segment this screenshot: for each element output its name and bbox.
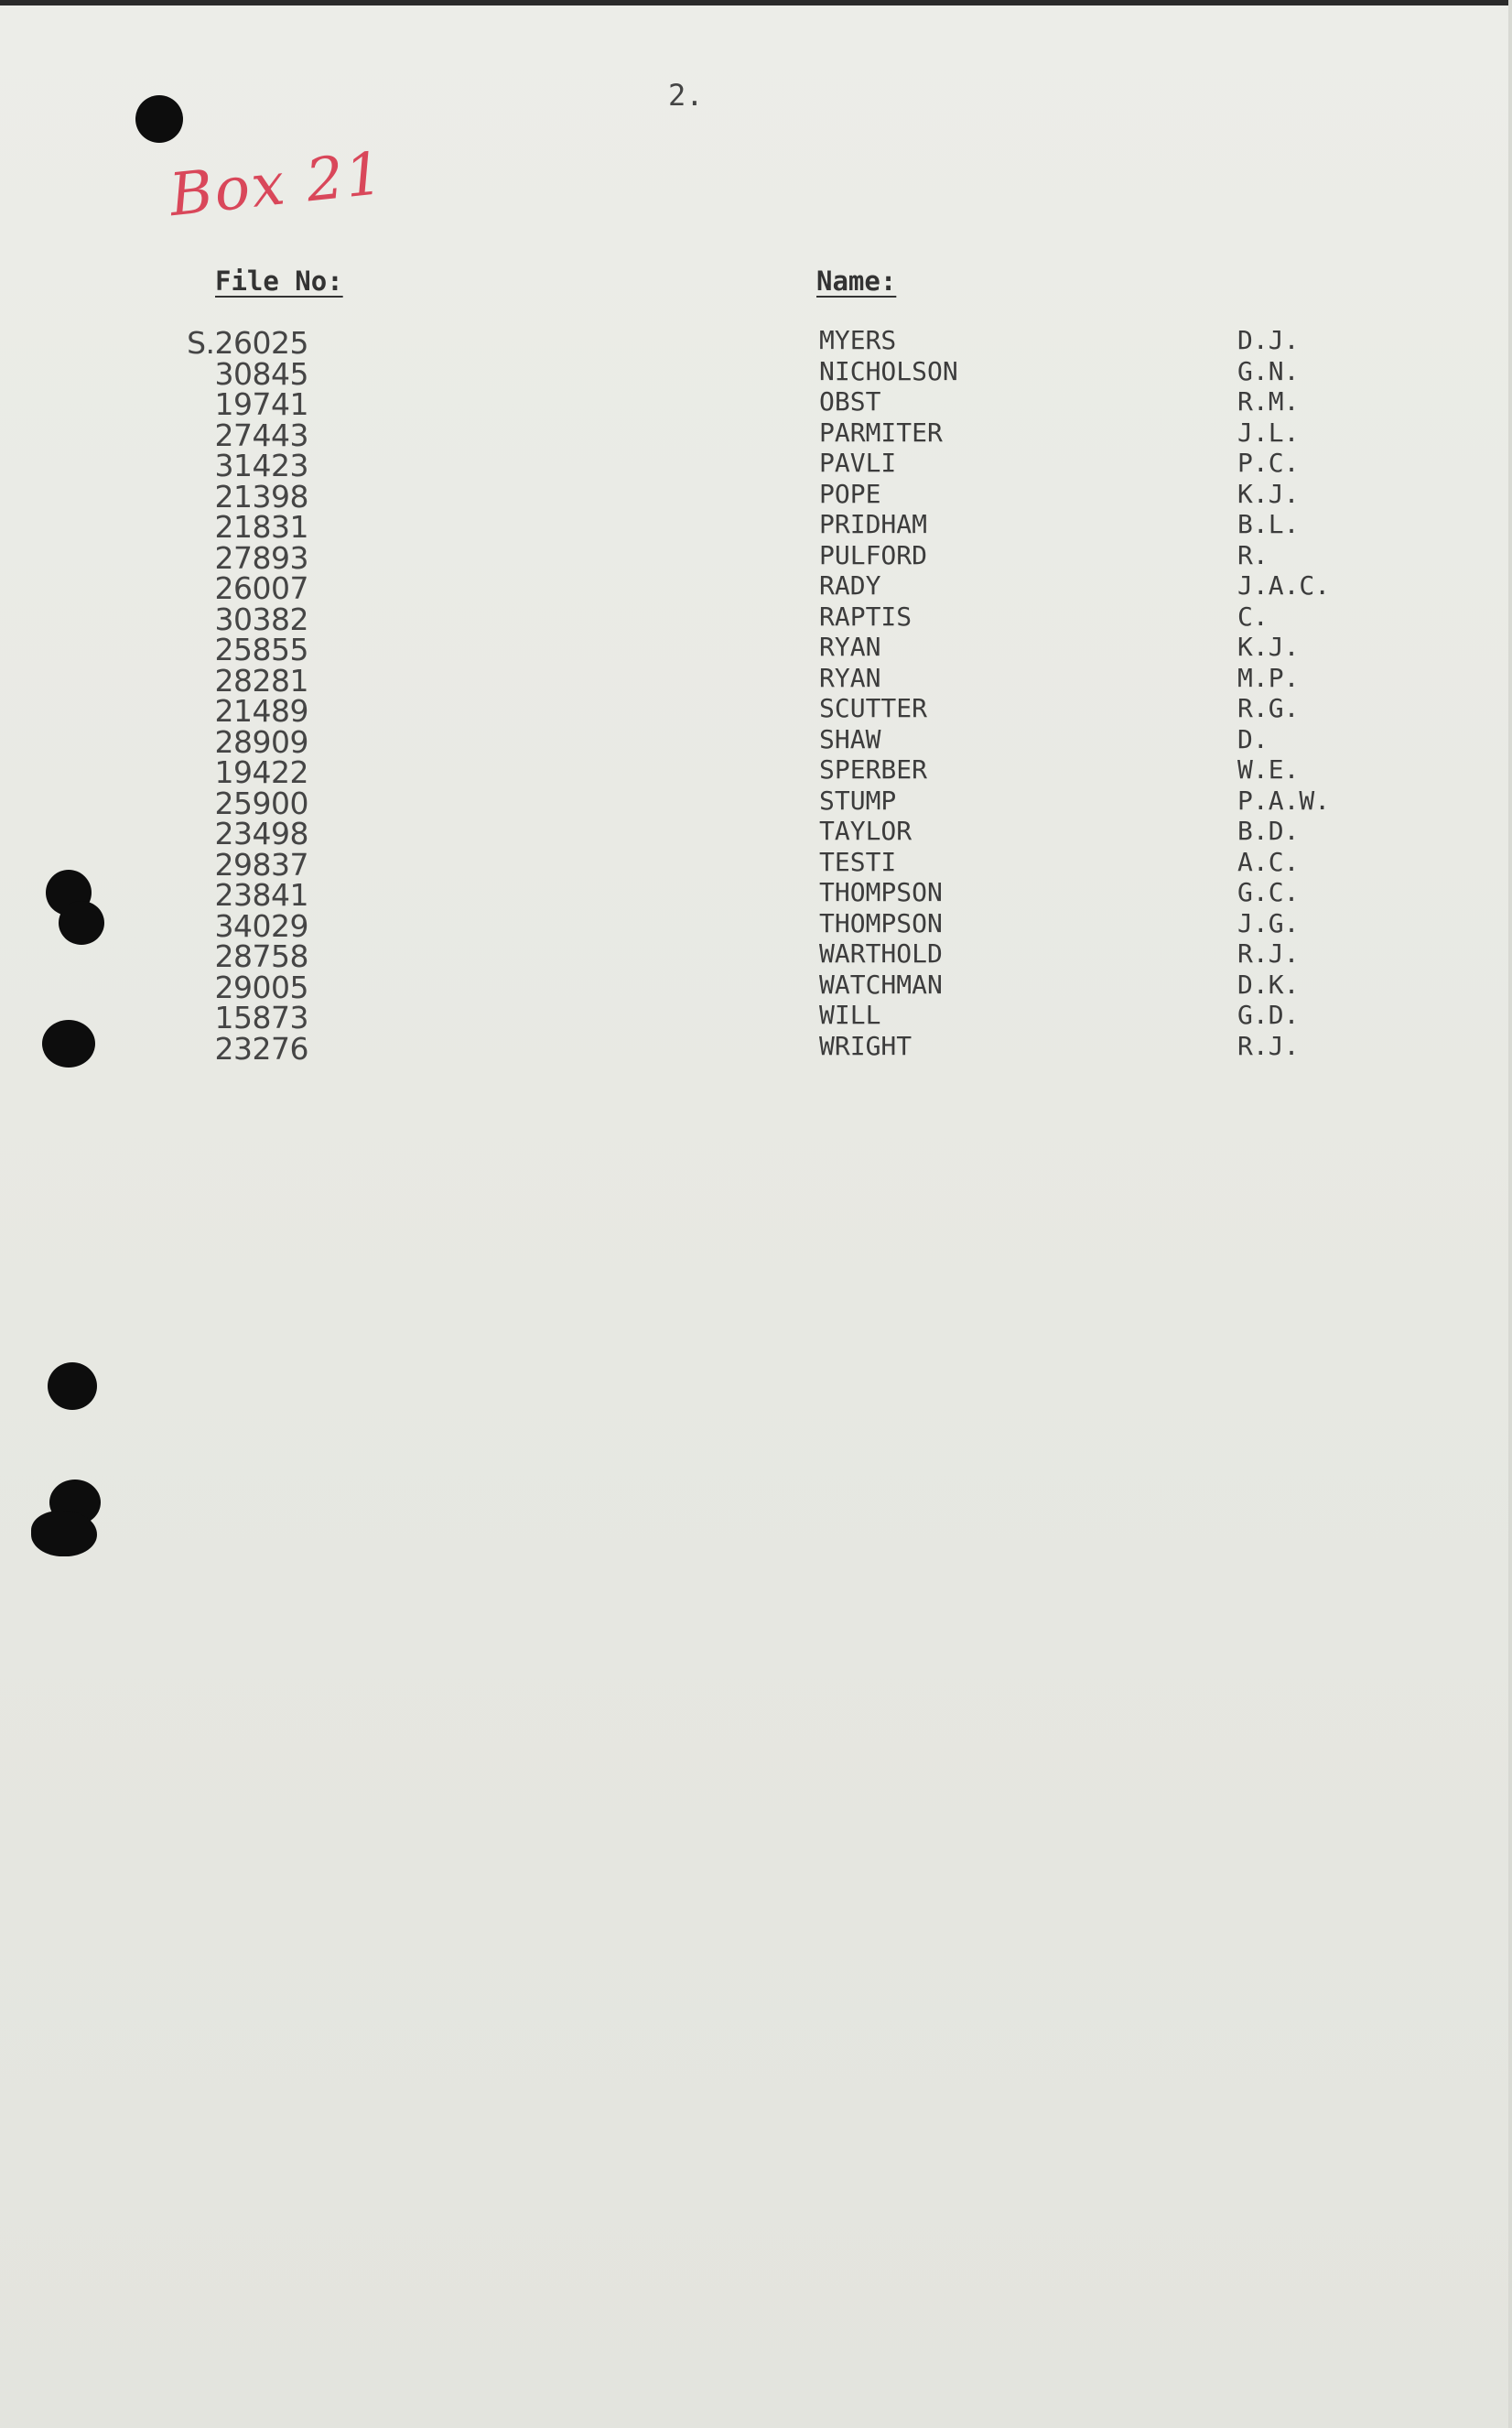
initials: M.P. <box>1237 662 1300 693</box>
initials: C. <box>1237 601 1269 632</box>
file-number: 21489 <box>214 693 308 729</box>
surname: TESTI <box>819 846 897 877</box>
table-row <box>0 938 1512 974</box>
file-number: S.26025 <box>187 325 308 361</box>
initials: B.D. <box>1237 816 1300 846</box>
table-row <box>0 417 1512 453</box>
file-number: 23276 <box>214 1030 308 1067</box>
table-row <box>0 478 1512 515</box>
table-row <box>0 816 1512 851</box>
initials: A.C. <box>1237 846 1300 877</box>
file-number: 27893 <box>214 539 308 576</box>
surname: STUMP <box>819 785 897 816</box>
table-row <box>0 877 1512 913</box>
table-row <box>0 386 1512 422</box>
initials: J.G. <box>1237 907 1300 938</box>
page-number: 2. <box>668 78 704 113</box>
surname: PULFORD <box>819 539 928 570</box>
punch-hole-upper-b <box>59 901 104 945</box>
surname: PAVLI <box>819 448 897 478</box>
initials: P.A.W. <box>1237 785 1331 816</box>
surname: WARTHOLD <box>819 938 943 969</box>
surname: NICHOLSON <box>819 355 958 386</box>
surname: RADY <box>819 570 881 601</box>
initials: R.J. <box>1237 938 1300 969</box>
file-number: 23498 <box>214 816 308 851</box>
initials: J.L. <box>1237 417 1300 448</box>
initials: D.K. <box>1237 969 1300 1000</box>
surname: MYERS <box>819 325 897 355</box>
file-number: 19741 <box>214 386 308 422</box>
table-row <box>0 907 1512 944</box>
table-row <box>0 785 1512 821</box>
table-row <box>0 723 1512 760</box>
page-top-edge <box>0 0 1512 5</box>
table-row <box>0 601 1512 637</box>
table-row <box>0 325 1512 361</box>
surname: WILL <box>819 1000 881 1030</box>
records-table <box>0 325 1512 1067</box>
surname: OBST <box>819 386 881 417</box>
file-number: 28909 <box>214 723 308 760</box>
table-row <box>0 448 1512 483</box>
file-number: 21398 <box>214 478 308 515</box>
table-row <box>0 509 1512 545</box>
table-row <box>0 1000 1512 1035</box>
initials: G.D. <box>1237 1000 1300 1030</box>
surname: POPE <box>819 478 881 509</box>
surname: PRIDHAM <box>819 509 928 539</box>
surname: SPERBER <box>819 754 928 785</box>
initials: P.C. <box>1237 448 1300 478</box>
surname: TAYLOR <box>819 816 913 846</box>
surname: WATCHMAN <box>819 969 943 1000</box>
box-annotation: Box 21 <box>166 139 388 231</box>
file-number: 29005 <box>214 969 308 1005</box>
table-row <box>0 846 1512 883</box>
surname: SCUTTER <box>819 693 928 723</box>
punch-hole-lower <box>48 1362 97 1410</box>
initials: W.E. <box>1237 754 1300 785</box>
file-number: 15873 <box>214 1000 308 1035</box>
initials: J.A.C. <box>1237 570 1331 601</box>
table-row <box>0 539 1512 576</box>
file-number: 34029 <box>214 907 308 944</box>
initials: K.J. <box>1237 632 1300 662</box>
surname: RYAN <box>819 662 881 693</box>
file-no-header: File No: <box>215 266 343 297</box>
surname: THOMPSON <box>819 877 943 907</box>
initials: D.J. <box>1237 325 1300 355</box>
file-number: 25855 <box>214 632 308 667</box>
surname: PARMITER <box>819 417 943 448</box>
table-row <box>0 662 1512 699</box>
file-number: 30845 <box>214 355 308 392</box>
table-row <box>0 355 1512 392</box>
file-number: 26007 <box>214 570 308 606</box>
table-row <box>0 969 1512 1005</box>
file-number: 21831 <box>214 509 308 545</box>
initials: G.C. <box>1237 877 1300 907</box>
file-number: 31423 <box>214 448 308 483</box>
file-number: 23841 <box>214 877 308 913</box>
file-number: 28281 <box>214 662 308 699</box>
name-header: Name: <box>816 266 897 297</box>
punch-hole-top <box>135 95 183 143</box>
initials: R.J. <box>1237 1030 1300 1061</box>
file-number: 19422 <box>214 754 308 790</box>
table-row <box>0 570 1512 606</box>
initials: R.M. <box>1237 386 1300 417</box>
file-number: 25900 <box>214 785 308 821</box>
table-row <box>0 693 1512 729</box>
file-number: 30382 <box>214 601 308 637</box>
initials: R. <box>1237 539 1269 570</box>
initials: R.G. <box>1237 693 1300 723</box>
table-row <box>0 632 1512 667</box>
table-row <box>0 754 1512 790</box>
surname: RYAN <box>819 632 881 662</box>
surname: RAPTIS <box>819 601 913 632</box>
table-row <box>0 1030 1512 1067</box>
file-number: 27443 <box>214 417 308 453</box>
file-number: 29837 <box>214 846 308 883</box>
punch-hole-bottom-b <box>31 1511 97 1556</box>
surname: THOMPSON <box>819 907 943 938</box>
initials: G.N. <box>1237 355 1300 386</box>
initials: D. <box>1237 723 1269 754</box>
surname: WRIGHT <box>819 1030 913 1061</box>
initials: K.J. <box>1237 478 1300 509</box>
surname: SHAW <box>819 723 881 754</box>
punch-hole-mid <box>42 1020 95 1068</box>
initials: B.L. <box>1237 509 1300 539</box>
file-number: 28758 <box>214 938 308 974</box>
